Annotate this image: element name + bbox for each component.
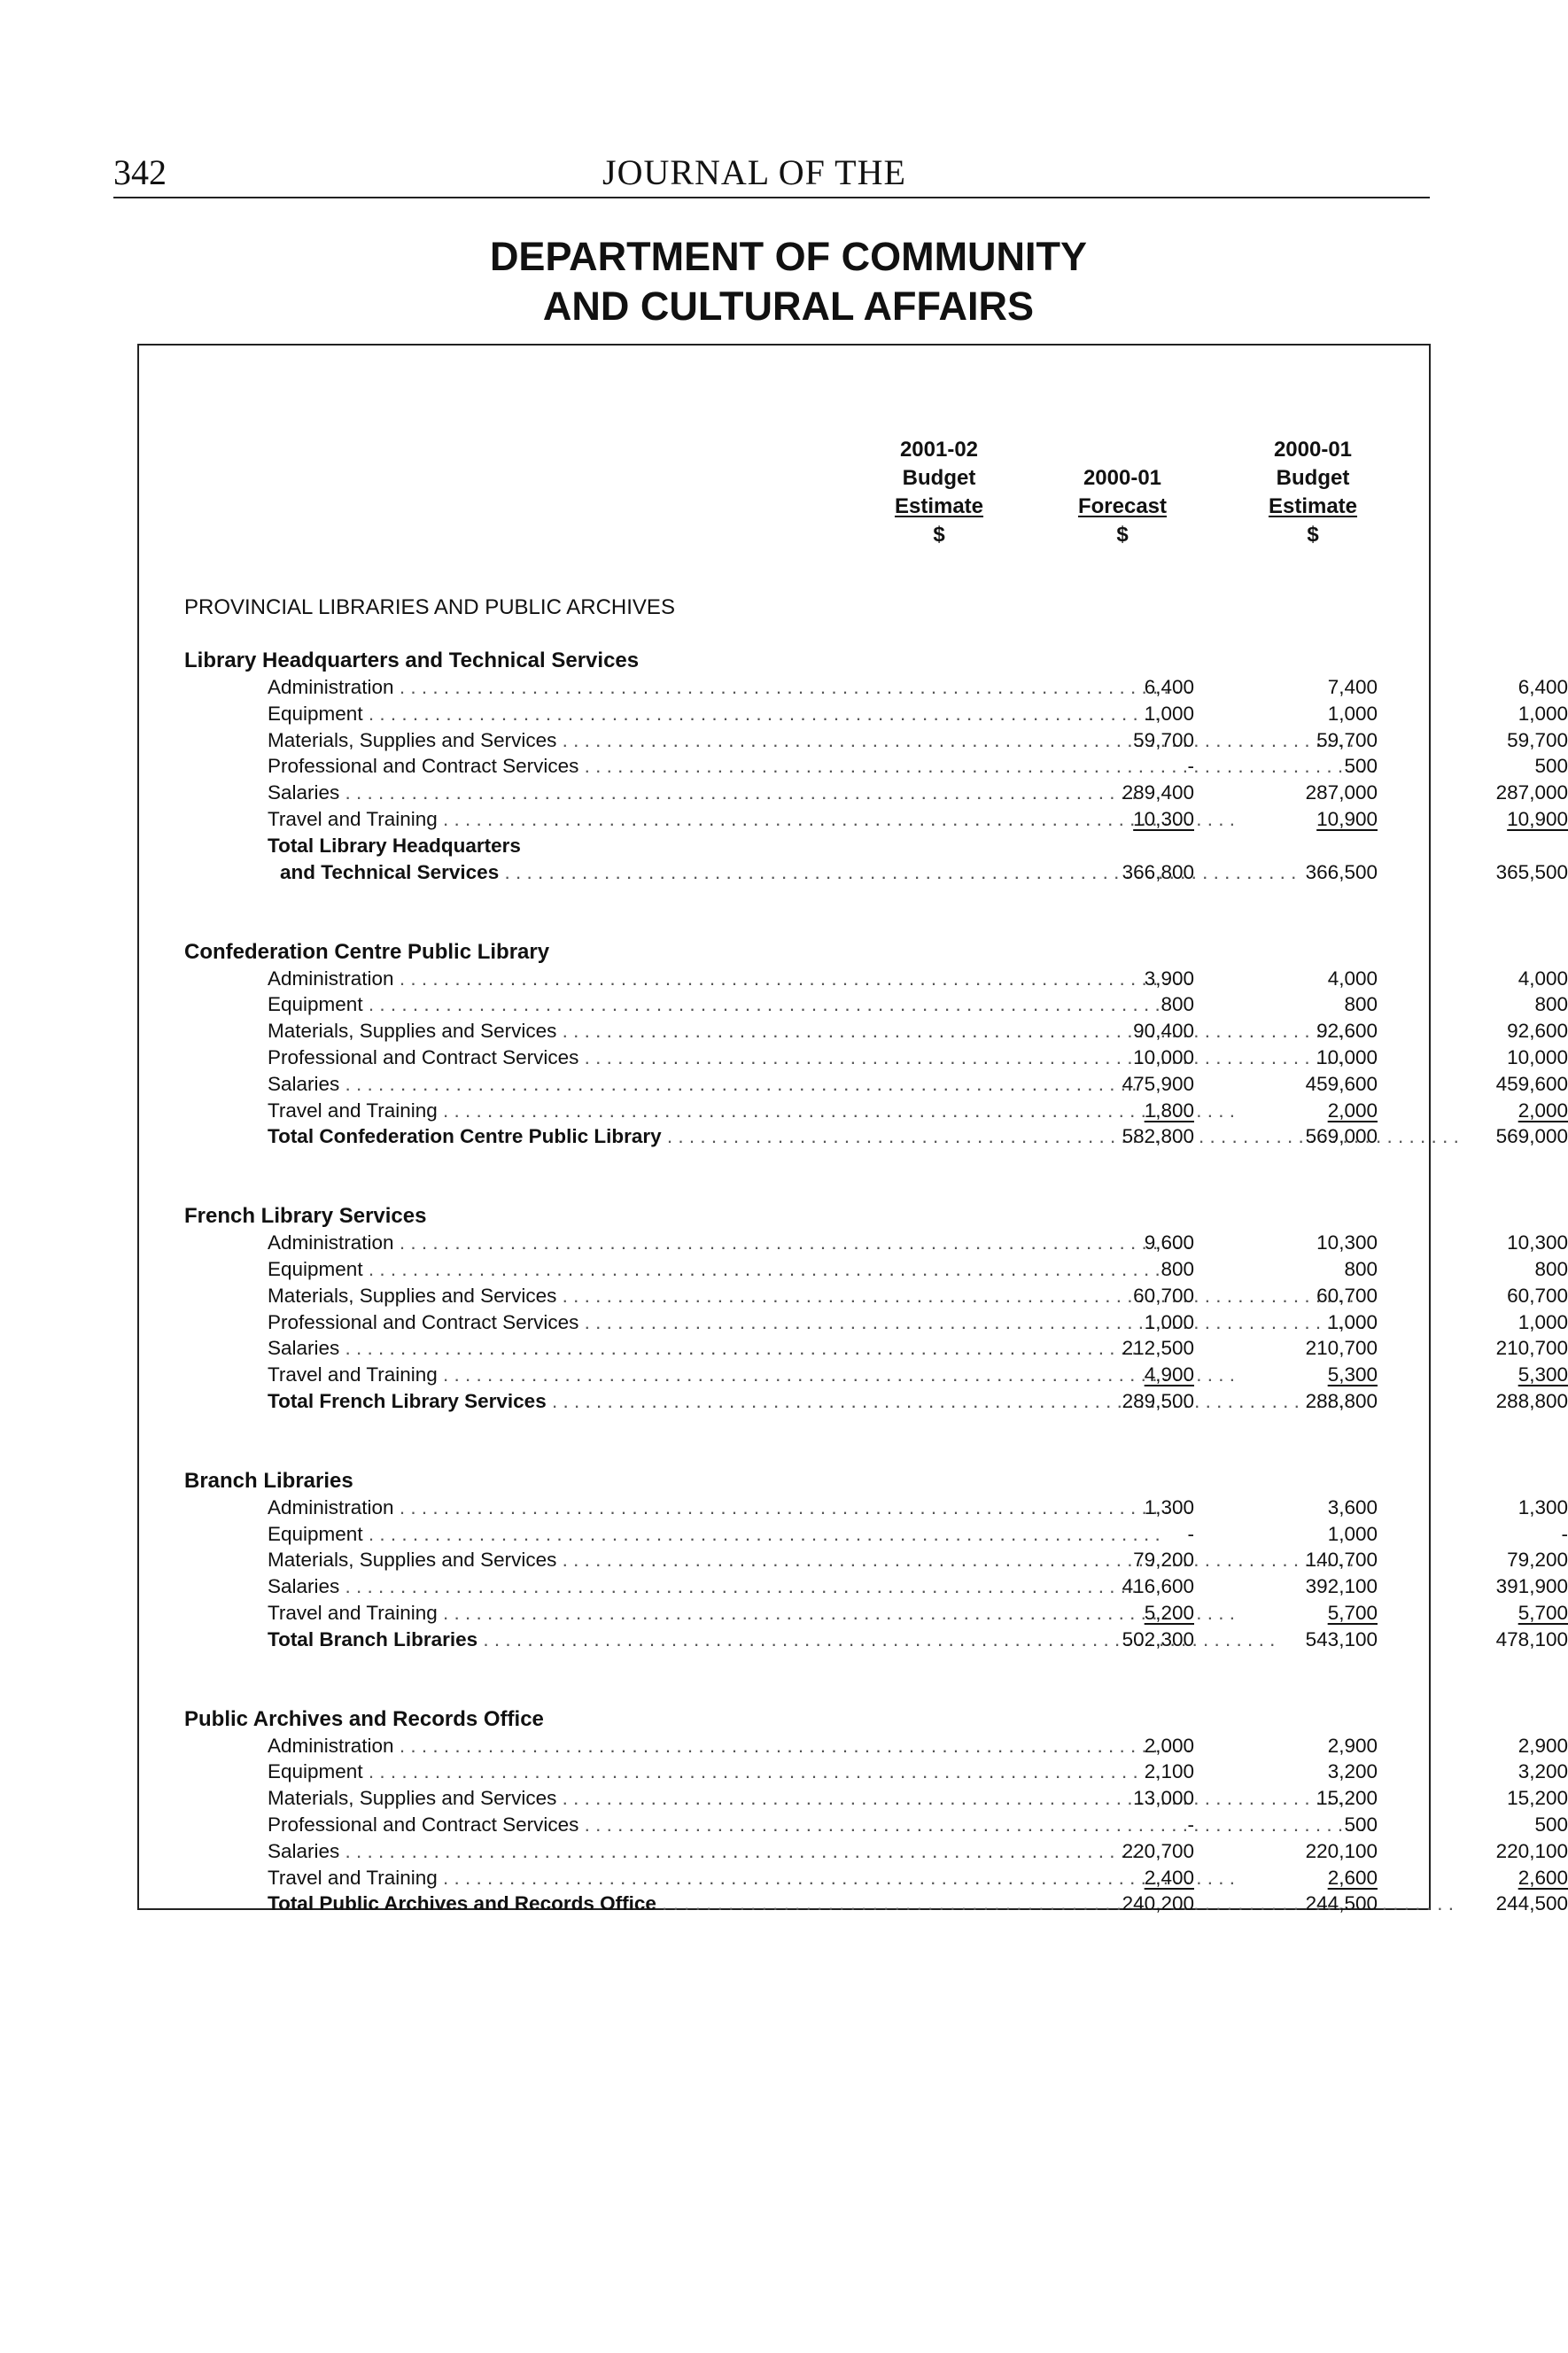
value-2001-02-estimate: 60,700 [1133,1284,1194,1307]
value-2000-01-estimate: 92,600 [1507,1020,1568,1043]
estimates-table [184,648,1568,1970]
value-2001-02-estimate: 59,700 [1133,728,1194,751]
value-2000-01-estimate: 2,900 [1518,1734,1568,1757]
total-2001-02-estimate: 240,200 [1122,1892,1194,1915]
value-2000-01-estimate: 1,000 [1518,1310,1568,1333]
value-2001-02-estimate: 1,300 [1144,1495,1194,1518]
value-2000-01-estimate: 800 [1534,993,1568,1016]
group-title: Branch Libraries [184,1468,353,1493]
value-2000-01-estimate: 459,600 [1495,1072,1568,1095]
column-header-forecast-2000-01 [1052,436,1193,549]
table-row [184,1865,1568,1891]
row-label: Equipment . . . [268,1759,834,1785]
page-number: 342 [113,152,167,192]
value-2000-01-forecast: 1,000 [1327,1522,1378,1545]
value-2000-01-estimate: 1,300 [1518,1495,1568,1518]
value-2001-02-estimate: 10,000 [1133,1045,1194,1068]
value-2000-01-forecast: 59,700 [1316,728,1378,751]
value-2000-01-forecast: 60,700 [1316,1284,1378,1307]
value-2001-02-estimate: 6,400 [1144,676,1194,698]
value-2000-01-forecast: 2,000 [1327,1099,1378,1122]
value-2000-01-estimate: 2,600 [1518,1866,1568,1889]
value-2000-01-estimate: 15,200 [1507,1787,1568,1810]
total-row [184,1123,1568,1150]
row-label: Materials, Supplies and Services . . . [268,1785,834,1812]
total-2000-01-forecast: 569,000 [1305,1125,1378,1148]
table-row [184,1521,1568,1548]
total-2000-01-estimate: 244,500 [1495,1892,1568,1915]
value-2001-02-estimate: 416,600 [1122,1575,1194,1598]
row-label: Salaries . . . [268,1838,834,1865]
table-row [184,1362,1568,1388]
value-2000-01-forecast: 4,000 [1327,967,1378,990]
value-2000-01-estimate: 60,700 [1507,1284,1568,1307]
total-2000-01-forecast: 366,500 [1305,860,1378,883]
column-header-line: 2000-01 [1083,466,1162,490]
value-2000-01-forecast: 10,300 [1316,1231,1378,1254]
total-row [184,1388,1568,1415]
value-2000-01-estimate: 220,100 [1495,1839,1568,1862]
table-row [184,1335,1568,1362]
value-2001-02-estimate: 79,200 [1133,1549,1194,1572]
row-label: Materials, Supplies and Services . . . [268,727,834,754]
row-label: Salaries . . . [268,1071,834,1098]
value-2000-01-forecast: 2,600 [1327,1866,1378,1889]
group-library-headquarters [184,648,1568,886]
row-label: Professional and Contract Services . . . [268,1812,834,1838]
column-header-line: 2001-02 [899,438,979,462]
value-2000-01-estimate: 2,000 [1518,1099,1568,1122]
value-2000-01-forecast: 7,400 [1327,676,1378,698]
value-2001-02-estimate: 1,800 [1144,1099,1194,1122]
value-2000-01-forecast: 800 [1344,1257,1378,1280]
row-label: Equipment . . . [268,991,834,1018]
value-2000-01-forecast: 140,700 [1305,1549,1378,1572]
total-2000-01-estimate: 478,100 [1495,1627,1568,1650]
column-header-line: 2000-01 [1273,438,1353,462]
total-label: Total Confederation Centre Public Library . . . [268,1123,834,1150]
column-header-currency: $ [1307,523,1319,547]
value-2001-02-estimate: 475,900 [1122,1072,1194,1095]
group-title: Public Archives and Records Office [184,1706,544,1731]
value-2000-01-estimate: 500 [1534,755,1568,778]
group-title: Confederation Centre Public Library [184,939,550,964]
total-2000-01-estimate: 365,500 [1495,860,1568,883]
row-label: Administration . . . [268,1230,834,1256]
value-2000-01-forecast: 3,600 [1327,1495,1378,1518]
total-label: Total Branch Libraries . . . [268,1627,834,1653]
row-label: Equipment . . . [268,1521,834,1548]
column-header-line: Forecast [1077,494,1168,518]
total-2000-01-forecast: 543,100 [1305,1627,1378,1650]
group-title: Library Headquarters and Technical Services [184,648,640,672]
total-row [184,1891,1568,1917]
row-label: Professional and Contract Services . . . [268,1044,834,1071]
value-2000-01-estimate: 500 [1534,1813,1568,1836]
value-2000-01-forecast: 5,300 [1327,1363,1378,1386]
total-2000-01-estimate: 569,000 [1495,1125,1568,1148]
value-2000-01-estimate: 800 [1534,1257,1568,1280]
row-label: Equipment . . . [268,701,834,727]
column-header-line: Estimate [894,494,984,518]
table-row [184,1733,1568,1759]
value-2000-01-estimate: - [1561,1522,1568,1545]
table-row [184,753,1568,780]
column-header-budget-estimate-2000-01 [1242,436,1384,549]
value-2001-02-estimate: 289,400 [1122,781,1194,804]
column-header-line: Estimate [1268,494,1358,518]
table-row [184,1098,1568,1124]
column-header-budget-estimate-2001-02 [868,436,1010,549]
value-2001-02-estimate: 5,200 [1144,1601,1194,1624]
total-row-label-line [184,833,1407,859]
table-row [184,701,1568,727]
value-2000-01-forecast: 10,000 [1316,1045,1378,1068]
value-2001-02-estimate: 3,900 [1144,967,1194,990]
value-2001-02-estimate: 212,500 [1122,1337,1194,1360]
total-2000-01-forecast: 288,800 [1305,1389,1378,1412]
table-row [184,674,1568,701]
value-2001-02-estimate: 800 [1160,993,1194,1016]
table-row [184,727,1568,754]
column-header-currency: $ [933,523,945,547]
total-2001-02-estimate: 582,800 [1122,1125,1194,1148]
row-label: Salaries . . . [268,1335,834,1362]
row-label: Administration . . . [268,1733,834,1759]
column-header-line [1052,436,1193,464]
total-label: Total French Library Services . . . [268,1388,834,1415]
total-2001-02-estimate: 289,500 [1122,1389,1194,1412]
group-french-library [184,1203,1568,1415]
row-label: Salaries . . . [268,780,834,806]
total-row [184,859,1568,886]
column-header-currency: $ [1116,523,1129,547]
row-label: Professional and Contract Services . . . [268,1309,834,1336]
value-2001-02-estimate: - [1187,1813,1194,1836]
row-label: Travel and Training . . . [268,806,834,833]
row-label: Travel and Training . . . [268,1865,834,1891]
value-2000-01-forecast: 500 [1344,755,1378,778]
value-2001-02-estimate: - [1187,1522,1194,1545]
total-2001-02-estimate: 366,800 [1122,860,1194,883]
row-label: Travel and Training . . . [268,1098,834,1124]
table-row [184,1573,1568,1600]
value-2000-01-forecast: 3,200 [1327,1760,1378,1783]
value-2001-02-estimate: 800 [1160,1257,1194,1280]
row-label: Salaries . . . [268,1573,834,1600]
running-head [113,152,1430,198]
value-2000-01-forecast: 287,000 [1305,781,1378,804]
value-2000-01-estimate: 5,700 [1518,1601,1568,1624]
table-row [184,1018,1568,1044]
value-2001-02-estimate: 2,000 [1144,1734,1194,1757]
table-row [184,1044,1568,1071]
table-row [184,1759,1568,1785]
value-2000-01-estimate: 391,900 [1495,1575,1568,1598]
row-label: Professional and Contract Services . . . [268,753,834,780]
group-branch-libraries [184,1468,1568,1653]
total-label: Total Library Headquarters [268,834,521,857]
row-label: Administration . . . [268,674,834,701]
total-2000-01-forecast: 244,500 [1305,1892,1378,1915]
value-2001-02-estimate: 1,000 [1144,1310,1194,1333]
group-title: French Library Services [184,1204,427,1229]
value-2000-01-estimate: 3,200 [1518,1760,1568,1783]
value-2001-02-estimate: 220,700 [1122,1839,1194,1862]
row-label: Travel and Training . . . [268,1362,834,1388]
value-2001-02-estimate: 90,400 [1133,1020,1194,1043]
table-row [184,1256,1568,1283]
value-2000-01-estimate: 10,900 [1507,807,1568,830]
table-row [184,1547,1568,1573]
value-2000-01-estimate: 6,400 [1518,676,1568,698]
value-2001-02-estimate: 2,400 [1144,1866,1194,1889]
table-row [184,806,1568,833]
row-label: Travel and Training . . . [268,1600,834,1627]
value-2000-01-forecast: 92,600 [1316,1020,1378,1043]
table-row [184,1230,1568,1256]
row-label: Materials, Supplies and Services . . . [268,1547,834,1573]
value-2001-02-estimate: - [1187,755,1194,778]
table-row [184,1785,1568,1812]
value-2000-01-estimate: 1,000 [1518,702,1568,725]
table-row [184,1600,1568,1627]
department-title-line-2: AND CULTURAL AFFAIRS [542,283,1035,329]
total-label: and Technical Services . . . [280,859,847,886]
table-row [184,991,1568,1018]
value-2001-02-estimate: 4,900 [1144,1363,1194,1386]
value-2000-01-forecast: 5,700 [1327,1601,1378,1624]
value-2000-01-estimate: 10,300 [1507,1231,1568,1254]
row-label: Administration . . . [268,966,834,992]
table-row [184,966,1568,992]
value-2000-01-estimate: 210,700 [1495,1337,1568,1360]
table-row [184,1309,1568,1336]
value-2000-01-forecast: 800 [1344,993,1378,1016]
row-label: Materials, Supplies and Services . . . [268,1283,834,1309]
row-label: Administration . . . [268,1495,834,1521]
column-header-line: Budget [1276,466,1350,490]
row-label: Equipment . . . [268,1256,834,1283]
total-2000-01-estimate: 288,800 [1495,1389,1568,1412]
table-row [184,1071,1568,1098]
value-2000-01-forecast: 210,700 [1305,1337,1378,1360]
value-2000-01-estimate: 10,000 [1507,1045,1568,1068]
value-2000-01-forecast: 1,000 [1327,702,1378,725]
total-row [184,1627,1568,1653]
table-row [184,1838,1568,1865]
table-row [184,1812,1568,1838]
value-2001-02-estimate: 10,300 [1133,807,1194,830]
group-confederation-centre [184,939,1568,1151]
value-2001-02-estimate: 13,000 [1133,1787,1194,1810]
table-row [184,780,1568,806]
row-label: Materials, Supplies and Services . . . [268,1018,834,1044]
value-2000-01-forecast: 15,200 [1316,1787,1378,1810]
value-2000-01-forecast: 500 [1344,1813,1378,1836]
journal-title: JOURNAL OF THE [602,152,906,192]
value-2000-01-forecast: 1,000 [1327,1310,1378,1333]
column-header-line: Budget [902,466,976,490]
value-2000-01-forecast: 392,100 [1305,1575,1378,1598]
group-public-archives [184,1706,1568,1918]
value-2000-01-estimate: 287,000 [1495,781,1568,804]
value-2000-01-estimate: 4,000 [1518,967,1568,990]
value-2000-01-forecast: 2,900 [1327,1734,1378,1757]
total-2001-02-estimate: 502,300 [1122,1627,1194,1650]
value-2000-01-forecast: 220,100 [1305,1839,1378,1862]
value-2000-01-forecast: 10,900 [1316,807,1378,830]
section-title: PROVINCIAL LIBRARIES AND PUBLIC ARCHIVES [184,595,675,619]
table-row [184,1495,1568,1521]
department-title-line-1: DEPARTMENT OF COMMUNITY [489,234,1088,279]
value-2000-01-forecast: 459,600 [1305,1072,1378,1095]
value-2000-01-estimate: 5,300 [1518,1363,1568,1386]
value-2001-02-estimate: 1,000 [1144,702,1194,725]
value-2000-01-estimate: 79,200 [1507,1549,1568,1572]
total-label: Total Public Archives and Records Office . . . [268,1891,834,1917]
value-2001-02-estimate: 2,100 [1144,1760,1194,1783]
value-2001-02-estimate: 9,600 [1144,1231,1194,1254]
value-2000-01-estimate: 59,700 [1507,728,1568,751]
department-title [266,232,1311,331]
table-row [184,1283,1568,1309]
